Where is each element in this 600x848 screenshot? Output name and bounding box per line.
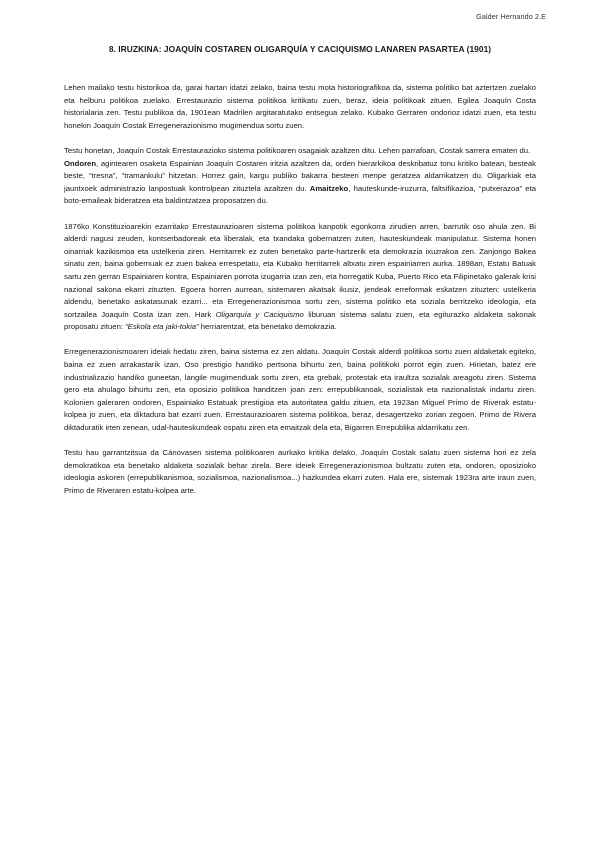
context-mid-text: liburuan sistema salatu zuen, eta egiturazko aldaketa sakonak proposatu zituen:: [64, 309, 536, 332]
book-title: Oligarquía y Caciquismo: [215, 309, 304, 319]
ondoren-label: Ondoren: [64, 158, 97, 168]
document-title: 8. IRUZKINA: JOAQUÍN COSTAREN OLIGARQUÍA Y CACIQUISMO LANAREN PASARTEA (1901): [108, 44, 492, 54]
paragraph-structure: [64, 145, 536, 208]
paragraph-consequences: Erregenerazionismoaren ideiak hedatu ziren, baina sistema ez zen aldatu. Joaquín Costak alderdi politikoa sortu zuen aldaketak egiteko, baina ez zuen arrakastarik izan. Oso prestigio handiko pertsona bihurtu zen, baina politikoki porrot egin zuen. Hirietan, batez ere industrializazio handiko guneetan, langile mugimenduak sortu ziren, eta grebak, protestak eta iraultza sozialak areagotu ziren. Sistema gero eta ahulago bihurtu zen, eta oposizio politikoa handitzen joan zen: errepublikanoak, sozialistak eta nazionalistak indartu ziren. Kolonien galeraren ondoren, Espainiako Estatuak prestigioa eta autoritatea galdu zituen, eta 1923an Miguel Primo de Riverak estatu-kolpea jo zuen, eta diktadura bat ezarri zuen. Errestaurazioaren sistema politikoa, beraz, desagertzeko zorian zegoen. Primo de Rivera diktaduratik irten zenean, udal-hauteskundeak ospatu ziren eta emaitzak dela eta, Bigarren Errepublika aldarrikatu zen.: [64, 347, 536, 433]
paragraph-conclusion: Testu hau garrantzitsua da Cánovasen sistema politikoaren aurkako kritika delako. Joaquín Costak salatu zuen sistema hori ez zela demokratikoa eta benetako aldaketa sozialak behar zirela. Bere ideiek Erregenerazionismoa bultzatu zuten eta, ondoren, oposizioko ideologia askoren (errepublikanismoa, sozialismoa, nazionalismoa...) hazkundea ekarri zuten. Hala ere, sistemak 1923ra arte iraun zuen, Primo de Riveraren estatu-kolpea arte.: [64, 448, 536, 495]
amaitzeko-label: Amaitzeko: [309, 183, 349, 193]
document-body: [64, 82, 536, 498]
ondoren-text: , agintearen osaketa Espainian Joaquín Costaren iritzia azaltzen da, orden hierarkikoa deskribatuz tonu kritiko batean, besteak beste, “tresna”, “tramankulu” hitzetan. Horrez gain, kargu publiko bakarra besteen menpe geratzea aldarrikatzen du. Oligarkiak eta jauntxoek administrazio lanpostuak kontrolpean zituztela azaltzen du.: [64, 158, 536, 193]
paragraph-context: [64, 221, 536, 334]
paragraph-introduction: Lehen mailako testu historikoa da, garai hartan idatzi zelako, baina testu mota historiografikoa da, sistema politiko bat aztertzen zuelako eta helburu politikoa zuelako. Errestaurazio sistema politikoa kritikatu zuen, beraz, ideia politikoak zituen. Egilea Joaquín Costa historialaria zen. Testu publikoa da, 1901ean Madrilen argitaratutako entsegua zelako. Kubako Gerraren ondorioz idatzi zuen, eta testu honekin Joaquín Costak Erregenerazionismo mugimendua sortu zuen.: [64, 83, 536, 130]
author-name: Galder Hernando 2.E: [476, 12, 546, 21]
context-text: 1876ko Konstituzioarekin ezarritako Errestaurazioaren sistema politikoa kanpotik egonkorra zirudien arren, barrutik oso ahula zen. Bi alderdi nagusi zeuden, kontserbadoreak eta liberalak, eta txandaka gobernatzen zuten, hauteskundeak manipulatuz. Sistema honen oinarriak kazikismoa eta ustelkeria ziren. Herritarrek ez zuten benetako parte-hartzerik eta demokrazia ixuzrakoa zen. Zanjongo Bakea sinatu zen, baina gobernuak ez zuen bakea errespetatu, eta Kubako herritarrek altxatu ziren espainiarren aurka. 1898an, Estatu Batuak sartu zen gerran Espainiaren kontra, Espainiaren porrota izugarria izan zen, eta horregatik Kuba, Puerto Rico eta Filipinetako galerak krisi nazional sakona ekarri zituzten. Egoera horren aurrean, sistemaren akatsak ikusiz, jendeak erreformak eskatzen zituzten: ustelkeria aldendu, benetako askatasunak ezarri... eta Erregenerazionismoa sortu zen, sistema politiko eta soziala berritzeko ideologia, eta sortzailea Joaquín Costa izan zen. Hark: [64, 221, 536, 319]
context-end-text: herriarentzat, eta benetako demokrazia.: [198, 322, 337, 332]
amaitzeko-text: , hauteskunde-iruzurra, faltsifikazioa, “putxerazoa” eta boto-emaileak bideratzea eta baldintzatzea proposatzen du.: [64, 183, 536, 206]
quote-text: “Eskola eta jaki-tokia”: [125, 322, 199, 332]
structure-intro-text: Testu honetan, Joaquín Costak Errestaurazioko sistema politikoaren osagaiak azaltzen ditu. Lehen parrafoan, Costak sarrera ematen du.: [64, 145, 531, 155]
